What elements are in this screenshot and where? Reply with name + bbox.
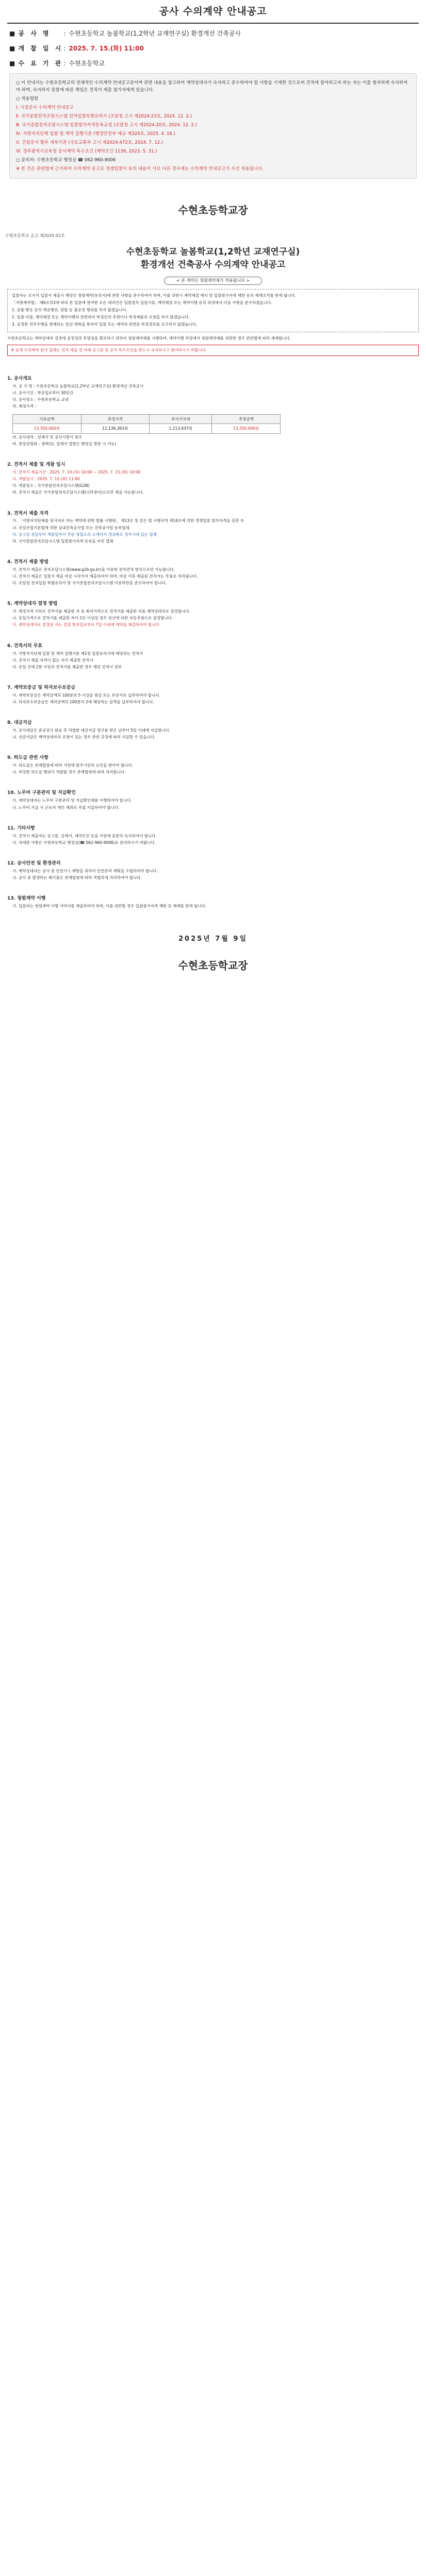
integrity-line: 2. 입찰·낙찰, 계약체결 또는 계약이행과 관련하여 특정인의 추천이나 특정제품의 요청을 하지 않겠습니다. — [12, 315, 190, 320]
section-title: 12. 공사안전 및 환경관리 — [7, 860, 61, 866]
section-item: 가. 「지방자치단체를 당사자로 하는 계약에 관한 법률 시행령」 제13조 및 같은 법 시행규칙 제14조에 의한 경쟁입찰 참가자격을 갖춘 자 — [12, 518, 244, 523]
section-item: 가. 하도급은 관계법령에 따라 사전에 발주기관의 승인을 받아야 합니다. — [12, 763, 133, 768]
section-item: 다. 개찰장소 : 국가종합전자조달시스템(G2B) — [12, 483, 90, 488]
section-item: 라. 예정가격 : — [12, 404, 36, 409]
footer-signature: 수현초등학교장 — [178, 959, 248, 972]
integrity-pill: < 본 계약은 청렴계약제가 적용됩니다 > — [164, 277, 262, 285]
document-title — [0, 246, 426, 272]
summary-note: ※ 본 건은 관련법에 근거하여 수의계약 공고로 경쟁입찰이 동의 내용이 서로 다른 경우에는 수의계약 안내공고가 우선 적용됩니다. — [16, 166, 264, 172]
section-item: 다. 공사장소 : 수현초등학교 교내 — [12, 397, 69, 402]
section-title: 11. 기타사항 — [7, 825, 35, 831]
price-cell: 12,136,363원 — [81, 424, 150, 434]
section-item: 나. 건설산업기본법에 의한 실내건축공사업 또는 건축공사업 등록업체 — [12, 525, 129, 530]
notice-date: 2025년 7월 9일 — [178, 935, 248, 943]
section-item: 나. 공사 중 발생하는 폐기물은 관계법령에 따라 적법하게 처리하여야 합니다. — [12, 875, 142, 880]
owner-value: 수현초등학교 — [69, 59, 105, 67]
price-header: 기초금액 — [13, 414, 81, 424]
header-signature: 수현초등학교장 — [178, 204, 248, 217]
section-item: 라. 견적서 제출은 국가종합전자조달시스템(나라장터)으로만 제출 가능합니다. — [12, 490, 144, 495]
integrity-line: 3. 공정한 직무수행을 방해하는 알선·청탁을 통하여 입찰 또는 계약과 관련된 특정정보를 요구하지 않겠습니다. — [12, 322, 198, 327]
owner-line: ■ 수 요 기 관: 수현초등학교 — [9, 59, 417, 69]
section-item: 가. 견적서 제출자는 공고문, 설계서, 계약조건 등을 사전에 충분히 숙지하여야 합니다. — [12, 833, 157, 838]
integrity-line: 1. 금품·향응 등의 제공행위, 담합 등 불공정 행위를 하지 않겠습니다. — [12, 308, 128, 313]
price-cell: 13,350,000원 — [13, 424, 81, 434]
section-title: 3. 견적서 제출 자격 — [7, 511, 48, 516]
section-item: 나. 견적서 제출 자격이 없는 자가 제출한 견적서 — [12, 657, 93, 663]
section-item: 나. 개찰일시 : 2025. 7. 15.(화) 11:00 — [12, 477, 80, 482]
section-item: 가. 입찰자는 청렴계약 이행 서약서를 제출하여야 하며, 이를 위반할 경우 입찰참가자격 제한 등 제재를 받게 됩니다. — [12, 903, 207, 908]
section-title: 6. 견적서의 무효 — [7, 643, 43, 649]
summary-law-4: Ⅳ. 지방자치단체 입찰 및 계약 집행기준 (행정안전부 예규 제324호, 2025. 4. 16.) — [16, 131, 175, 137]
document-title-line-2: 환경개선 건축공사 수의계약 안내공고 — [140, 260, 286, 270]
price-cell: 1,213,637원 — [150, 424, 212, 434]
section-item: 가. 계약상대자는 노무비 구분관리 및 지급확인제를 이행하여야 합니다. — [12, 798, 132, 803]
project-line: ■ 공 사 명 : 수현초등학교 놀봄학교(1,2학년 교재연구실) 환경개선 건축공사 — [9, 29, 417, 39]
section-item: 가. 공사대금은 준공검사 완료 후 적법한 대금지급 청구를 받은 날부터 5일 이내에 지급합니다. — [12, 728, 171, 733]
summary-law-heading: ○ 적용법령 — [16, 96, 38, 102]
warning-box: ※ 공개 수의계약 참가 업체는 견적 제출 전 아래 공고문 및 공사 특수조건을 반드시 숙지하시고 참여하시기 바랍니다. — [7, 345, 419, 356]
section-title: 1. 공사개요 — [7, 376, 32, 382]
section-item: 다. 조달청 전자입찰 특별유의서 및 국가종합전자조달시스템 이용약관을 준수하여야 합니다. — [12, 581, 167, 586]
title-divider — [7, 23, 419, 24]
summary-intro: ○ 이 안내서는 수현초등학교의 전체적인 수의계약 안내공고문이며 관련 내용을 참고하여 계약상대자가 숙지하고 준수하여야 할 사항을 기재한 것으로써 견적에 참여하고자 하는 자는 이를 철저하게 숙지하여야 하며, 숙지하지 못함에 따른 책임은 견적서 제출 참가자에게 있습니다. — [16, 80, 408, 93]
section-item: 가. 공 사 명 : 수현초등학교 놀봄학교(1,2학년 교재연구실) 환경개선 건축공사 — [12, 384, 144, 389]
price-header: 추정금액 — [212, 414, 281, 424]
summary-box — [9, 73, 417, 179]
section-item: 다. 공고일 전일부터 개찰일까지 주된 영업소의 소재지가 경상북도 경주시에 있는 업체 — [12, 532, 157, 537]
section-item: 나. 견적서 제출은 입찰서 제출 마감 시각까지 제출하여야 하며, 마감 이후 제출된 견적서는 무효로 처리됩니다. — [12, 574, 198, 579]
integrity-line: 「지방계약법」 제6조의2에 따라 본 입찰에 참여한 모든 대리인은 입찰절차 입찰서류, 계약체결 또는 계약이행 등의 과정에서 다음 사항을 준수하겠습니다. — [12, 300, 272, 306]
header-section — [0, 0, 426, 218]
integrity-note: 수현초등학교는 계약상대자 결정에 공정성과 투명성을 확보하기 위하여 청렴계약제를 시행하며, 계약이행 과정에서 청렴계약제를 위반한 경우 관련법에 따라 제재합니다. — [7, 336, 291, 341]
section-item: 라. 국가종합전자조달시스템 입찰참가자격 등록을 마친 업체 — [12, 538, 113, 544]
section-item: 나. 공사기간 : 착공일로부터 30일간 — [12, 391, 74, 396]
summary-law-5: Ⅴ. 건설공사 발주 세부기준 (국토교통부 고시 제2024-472호, 2024. 7. 12.) — [16, 140, 163, 146]
summary-law-6: Ⅵ. 경주광역시교육청 공사계약 특수조건 (계약조건 1136, 2023. 5. 31.) — [16, 149, 157, 155]
section-item: 가. 견적서 제출은 전자조달시스템(www.g2b.go.kr)을 이용한 전자견적 방식으로만 가능합니다. — [12, 567, 175, 572]
section-title: 10. 노무비 구분관리 및 지급확인 — [7, 790, 76, 796]
integrity-box — [7, 289, 419, 332]
project-label: 공 사 명 — [18, 30, 51, 38]
section-title: 4. 견적서 제출 방법 — [7, 559, 48, 565]
owner-label: 수 요 기 관 — [18, 59, 63, 67]
document-title-line-1: 수현초등학교 놀봄학교(1,2학년 교재연구실) — [126, 246, 300, 257]
section-item: 다. 동일 건에 2통 이상의 견적서를 제출한 경우 해당 견적서 전부 — [12, 664, 122, 669]
section-item: 나. 선금지급은 계약상대자의 요청이 있는 경우 관련 규정에 따라 지급할 수 있습니다. — [12, 735, 156, 740]
summary-law-3: Ⅲ. 국가종합전자조달시스템 입찰참가자격등록규정 (조달청 고시 제2024-20호, 2024. 12. 2.) — [16, 123, 197, 128]
section-title: 7. 계약보증금 및 하자보수보증금 — [7, 685, 76, 690]
section-title: 2. 견적서 제출 및 개찰 일시 — [7, 462, 65, 468]
section-item: 나. 노무비 지급 시 근로자 개인 계좌로 직접 지급하여야 합니다. — [12, 805, 120, 810]
deadline-label: 개 찰 일 시 — [18, 45, 63, 53]
document-body — [0, 356, 426, 974]
section-item: 나. 부당한 하도급 행위가 적발될 경우 관계법령에 따라 처리합니다. — [12, 770, 126, 775]
section-item: 나. 자세한 사항은 수현초등학교 행정실(☎ 062-960-9006)로 문의하시기 바랍니다. — [12, 840, 156, 845]
section-item: 나. 동일가격으로 견적서를 제출한 자가 2인 이상일 경우 전산에 의한 자동추첨으로 결정합니다. — [12, 616, 173, 621]
summary-law-2: Ⅱ. 국가종합전자조달시스템 전자입찰특별유의서 (조달청 고시 제2024-23호, 2024. 12. 2.) — [16, 114, 192, 120]
section-item: 다. 계약상대자로 결정된 자는 결정 통보일로부터 7일 이내에 계약을 체결하여야 합니다. — [12, 622, 160, 628]
section-item: 가. 계약보증금은 계약금액의 100분의 5 이상을 현금 또는 보증서로 납부하여야 합니다. — [12, 692, 160, 698]
price-cell: 13,350,000원 — [212, 424, 281, 434]
section-item: 가. 지방자치단체 입찰 및 계약 집행기준 제1장 입찰유의서에 해당하는 견적서 — [12, 651, 143, 656]
deadline-line: ■ 개 찰 일 시: 2025. 7. 15.(화) 11:00 — [9, 44, 417, 54]
section-title: 5. 계약상대자 결정 방법 — [7, 601, 58, 607]
notice-number: 수현초등학교 공고 제2025-52호 — [5, 233, 65, 239]
section-item: 가. 예정가격 이하로 견적서를 제출한 자 중 최저가격으로 견적서를 제출한 자를 계약상대자로 결정합니다. — [12, 609, 190, 614]
price-header: 추정가격 — [81, 414, 150, 424]
price-header: 부가가치세 — [150, 414, 212, 424]
summary-contact: ○ 문의처: 수현초등학교 행정실 ☎ 062-960-9006 — [16, 158, 116, 163]
section-item: 바. 현장설명회 : 생략(단, 설계서 열람은 행정실 방문 시 가능) — [12, 441, 117, 446]
section-item: 나. 하자보수보증금은 계약금액의 100분의 2에 해당하는 금액을 납부하여야 합니다. — [12, 699, 154, 704]
page-title: 공사 수의계약 안내공고 — [159, 6, 267, 17]
section-title: 13. 청렴계약 이행 — [7, 896, 46, 902]
price-table — [12, 414, 281, 434]
summary-law-1: Ⅰ. 시설공사 수의계약 안내공고 — [16, 105, 74, 111]
section-item: 마. 공사내역 : 설계서 및 공사시방서 참조 — [12, 434, 83, 439]
project-value: 수현초등학교 놀봄학교(1,2학년 교재연구실) 환경개선 건축공사 — [69, 30, 241, 38]
section-item: 가. 계약상대자는 공사 중 안전사고 예방을 위하여 안전관리 계획을 수립하여야 합니다. — [12, 868, 158, 873]
deadline-value: 2025. 7. 15.(화) 11:00 — [69, 45, 144, 53]
section-title: 9. 하도급 관련 사항 — [7, 755, 48, 761]
section-title: 8. 대금지급 — [7, 720, 32, 726]
section-item: 가. 견적서 제출기간 : 2025. 7. 10.(목) 10:00 ~ 2025. 7. 15.(화) 10:00 — [12, 470, 141, 475]
integrity-line: 입찰자는 조지서 입찰서 제출시 해당인 청렴계약(유의서)에 관한 사항을 준수하여야 하며, 이를 위반시 계약체결 해지 및 입찰참가자격 제한 등의 제재조치를 받게 됩니다. — [12, 293, 296, 298]
